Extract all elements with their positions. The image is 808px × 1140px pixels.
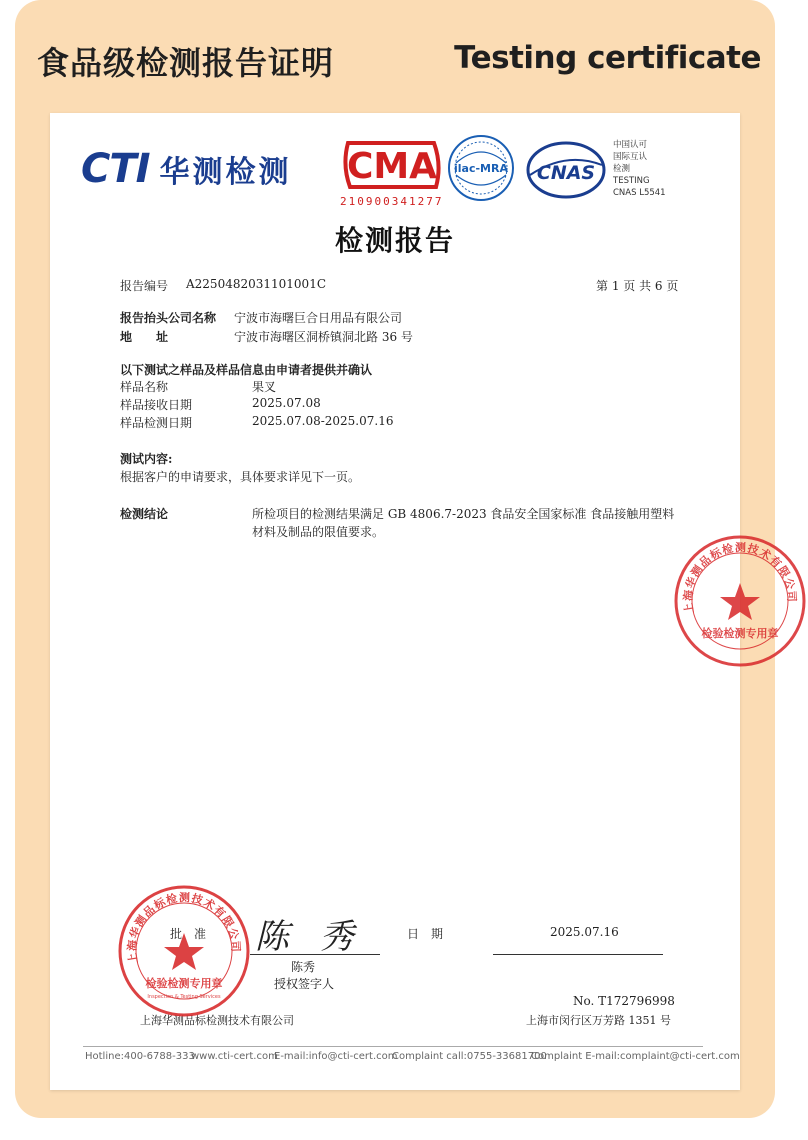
sample-name-label: 样品名称 xyxy=(120,380,169,394)
tested-date-label: 样品检测日期 xyxy=(120,416,193,430)
cti-logo-text: CTI xyxy=(81,146,150,192)
report-number-label: 报告编号 xyxy=(120,279,169,293)
footer-hotline: Hotline:400-6788-333 xyxy=(85,1051,195,1062)
signature-date: 2025.07.16 xyxy=(550,925,619,939)
tested-date: 2025.07.08-2025.07.16 xyxy=(252,414,394,428)
footer-divider xyxy=(83,1046,703,1047)
date-line xyxy=(493,954,663,955)
issuer-name: 上海华测品标检测技术有限公司 xyxy=(140,1014,294,1027)
footer-website: www.cti-cert.com xyxy=(191,1051,278,1062)
report-number: A2250482031101001C xyxy=(186,277,327,291)
footer-complaint-email: Complaint E-mail:complaint@cti-cert.com xyxy=(531,1051,740,1062)
signer-role: 授权签字人 xyxy=(274,977,335,991)
test-content-label: 测试内容: xyxy=(120,452,173,466)
cnas-line: 国际互认 xyxy=(613,152,648,162)
seal-ring-text: 上海华测品标检测技术有限公司 xyxy=(125,891,243,965)
footer-email: E-mail:info@cti-cert.com xyxy=(274,1051,398,1062)
sample-intro: 以下测试之样品及样品信息由申请者提供并确认 xyxy=(120,363,373,377)
page-title: 食品级检测报告证明 xyxy=(37,44,335,82)
signer-name: 陈秀 xyxy=(291,960,316,974)
company-label: 报告抬头公司名称 xyxy=(120,311,217,325)
conclusion-label: 检测结论 xyxy=(120,507,169,521)
certificate-number: No. T172796998 xyxy=(573,994,675,1008)
cnas-mark-text: CNAS xyxy=(536,162,596,184)
cti-logo xyxy=(81,146,292,192)
approve-label: 批 准 xyxy=(170,927,207,941)
cnas-line: 中国认可 xyxy=(613,140,648,150)
report-title: 检测报告 xyxy=(334,224,455,257)
edge-seal-center-text: 检验检测专用章 xyxy=(701,627,779,640)
received-date: 2025.07.08 xyxy=(252,396,321,410)
ilac-mra-logo-icon xyxy=(446,133,516,203)
sample-name: 果叉 xyxy=(252,380,277,394)
date-label: 日 期 xyxy=(407,927,444,941)
handwritten-signature: 陈 秀 xyxy=(255,917,364,957)
ilac-mark-text: ilac-MRA xyxy=(454,162,508,175)
certificate-document xyxy=(50,113,799,1090)
page-title-en: Testing certificate xyxy=(454,40,761,76)
seal-center-text: 检验检测专用章 xyxy=(145,977,223,990)
cma-number: 210900341277 xyxy=(340,195,444,208)
conclusion-line2: 材料及制品的限值要求。 xyxy=(252,525,385,539)
received-date-label: 样品接收日期 xyxy=(120,398,193,412)
cti-logo-cn: 华测检测 xyxy=(159,155,292,190)
cma-logo-icon xyxy=(340,135,444,195)
edge-seal-icon xyxy=(672,533,808,669)
cnas-line: TESTING xyxy=(613,176,650,186)
cnas-line: CNAS L5541 xyxy=(613,188,666,198)
issuer-address: 上海市闵行区万芳路 1351 号 xyxy=(526,1014,671,1027)
signature-line xyxy=(250,954,380,955)
company-address: 宁波市海曙区洞桥镇洞北路 36 号 xyxy=(234,330,413,344)
conclusion-line1: 所检项目的检测结果满足 GB 4806.7-2023 食品安全国家标准 食品接触用塑料 xyxy=(252,507,675,521)
cnas-logo-icon xyxy=(524,139,608,201)
cnas-line: 检测 xyxy=(613,164,631,174)
cnas-accreditation-text xyxy=(613,139,666,199)
edge-seal-ring-text: 上海华测品标检测技术有限公司 xyxy=(681,541,799,615)
cma-mark-text: CMA xyxy=(346,146,438,187)
page-indicator: 第 1 页 共 6 页 xyxy=(596,279,679,293)
seal-center-en: Inspection & Testing Services xyxy=(147,994,221,1000)
test-content: 根据客户的申请要求，具体要求详见下一页。 xyxy=(120,470,361,484)
official-seal-icon xyxy=(116,883,252,1019)
company-name: 宁波市海曙巨合日用品有限公司 xyxy=(234,311,403,325)
footer-complaint-call: Complaint call:0755-33681700 xyxy=(392,1051,547,1062)
address-label: 地 址 xyxy=(120,330,169,344)
